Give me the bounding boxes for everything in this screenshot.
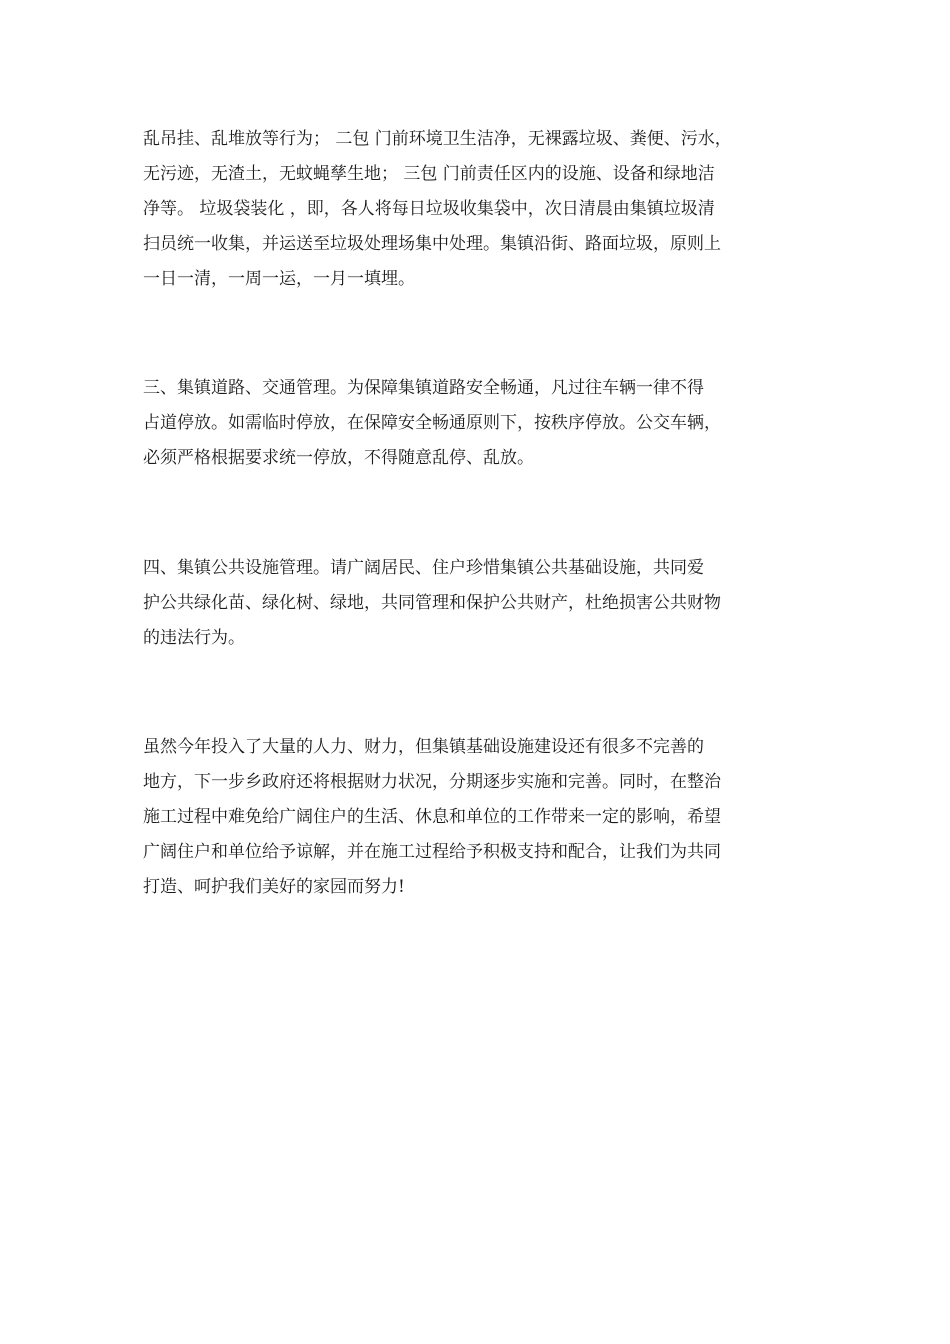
paragraph-traffic [143,371,808,476]
paragraph-public-facilities [143,551,808,656]
text-line: 无污迹，无渣土，无蚊蝇孳生地； 三包 门前责任区内的设施、设备和绿地洁 [143,164,715,184]
text-line: 护公共绿化苗、绿化树、绿地，共同管理和保护公共财产，杜绝损害公共财物 [143,593,721,613]
text-line: 打造、呵护我们美好的家园而努力! [143,877,405,897]
text-line: 的违法行为。 [143,628,245,648]
paragraph-sanitation [143,122,808,297]
text-line: 三、集镇道路、交通管理。为保障集镇道路安全畅通，凡过往车辆一律不得 [143,378,704,398]
text-line: 地方，下一步乡政府还将根据财力状况，分期逐步实施和完善。同时，在整治 [143,772,721,792]
text-line: 虽然今年投入了大量的人力、财力，但集镇基础设施建设还有很多不完善的 [143,737,704,757]
text-line: 乱吊挂、乱堆放等行为； 二包 门前环境卫生洁净，无裸露垃圾、粪便、污水， [143,129,732,149]
text-line: 四、集镇公共设施管理。请广阔居民、住户珍惜集镇公共基础设施，共同爱 [143,558,704,578]
text-line: 占道停放。如需临时停放，在保障安全畅通原则下，按秩序停放。公交车辆， [143,413,721,433]
text-line: 必须严格根据要求统一停放，不得随意乱停、乱放。 [143,448,534,468]
text-line: 一日一清，一周一运，一月一填埋。 [143,269,415,289]
text-line: 广阔住户和单位给予谅解，并在施工过程给予积极支持和配合，让我们为共同 [143,842,721,862]
text-line: 净等。 垃圾袋装化 ，即，各人将每日垃圾收集袋中，次日清晨由集镇垃圾清 [143,199,715,219]
text-line: 扫员统一收集，并运送至垃圾处理场集中处理。集镇沿街、路面垃圾，原则上 [143,234,721,254]
text-line: 施工过程中难免给广阔住户的生活、休息和单位的工作带来一定的影响，希望 [143,807,721,827]
paragraph-closing [143,730,808,905]
